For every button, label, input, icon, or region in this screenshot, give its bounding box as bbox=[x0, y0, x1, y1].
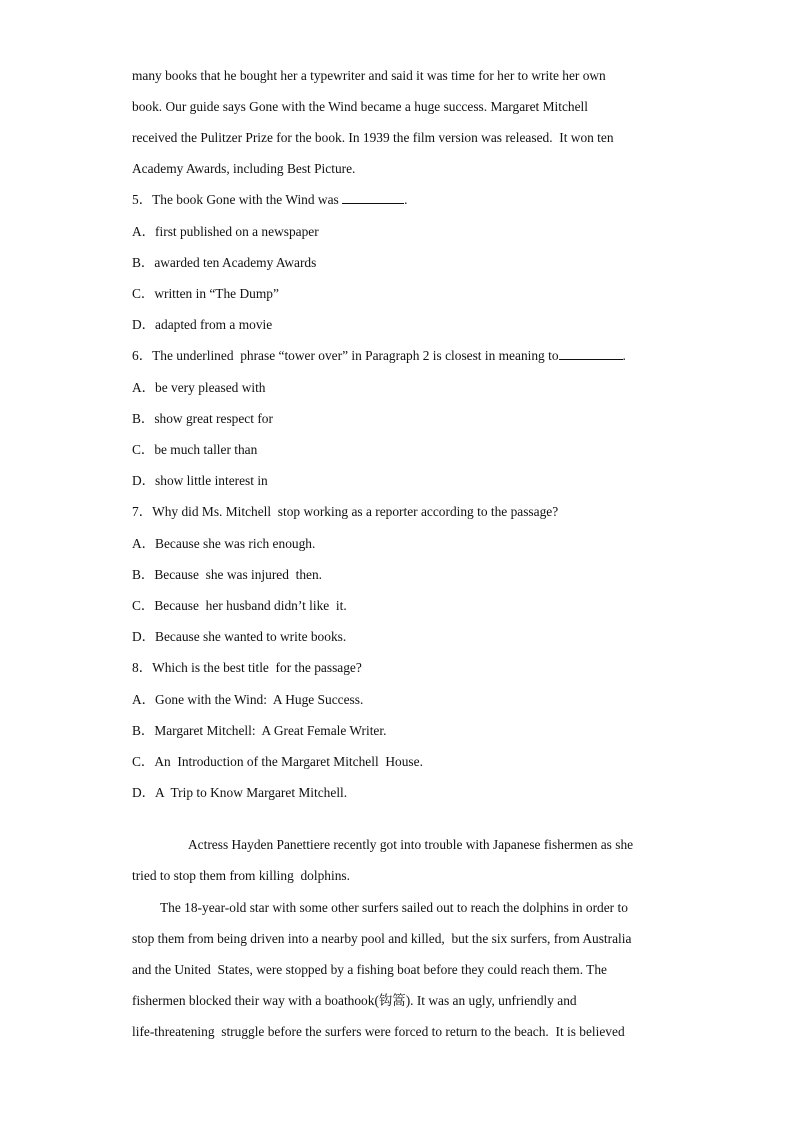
option-c: C．An Introduction of the Margaret Mitchell House. bbox=[132, 754, 423, 769]
option-b: B．Margaret Mitchell: A Great Female Writer. bbox=[132, 723, 387, 738]
passage-paragraph-2-line: life-threatening struggle before the surfers were forced to return to the beach. It is believed bbox=[132, 1024, 625, 1039]
passage-paragraph-2-line: stop them from being driven into a nearby pool and killed, but the six surfers, from Australia bbox=[132, 931, 632, 946]
answer-blank bbox=[342, 191, 404, 204]
option-d: D．A Trip to Know Margaret Mitchell. bbox=[132, 785, 348, 800]
passage-line: book. Our guide says Gone with the Wind became a huge success. Margaret Mitchell bbox=[132, 99, 588, 114]
question-6-stem bbox=[132, 347, 626, 365]
question-5-stem bbox=[132, 191, 407, 209]
option-a: A．first published on a newspaper bbox=[132, 224, 319, 239]
question-stem-end: . bbox=[622, 348, 626, 363]
question-stem-text: 5．The book Gone with the Wind was bbox=[132, 192, 343, 207]
option-a: A．Because she was rich enough. bbox=[132, 536, 316, 551]
option-c: C．be much taller than bbox=[132, 442, 258, 457]
option-b: B．show great respect for bbox=[132, 411, 273, 426]
passage-line: many books that he bought her a typewriter and said it was time for her to write her own bbox=[132, 68, 606, 83]
option-a: A．be very pleased with bbox=[132, 380, 266, 395]
option-d: D．show little interest in bbox=[132, 473, 268, 488]
option-c: C．Because her husband didn’t like it. bbox=[132, 598, 347, 613]
option-d: D．adapted from a movie bbox=[132, 317, 273, 332]
passage-paragraph-2-line: and the United States, were stopped by a fishing boat before they could reach them. The bbox=[132, 962, 607, 977]
option-a: A．Gone with the Wind: A Huge Success. bbox=[132, 692, 364, 707]
option-d: D．Because she wanted to write books. bbox=[132, 629, 347, 644]
passage-paragraph-1-line: Actress Hayden Panettiere recently got into trouble with Japanese fishermen as she bbox=[188, 837, 634, 852]
question-7-stem: 7．Why did Ms. Mitchell stop working as a reporter according to the passage? bbox=[132, 504, 559, 519]
option-c: C．written in “The Dump” bbox=[132, 286, 279, 301]
passage-paragraph-2-line: fishermen blocked their way with a boathook(钩篙). It was an ugly, unfriendly and bbox=[132, 993, 577, 1008]
question-stem-end: . bbox=[404, 192, 408, 207]
passage-paragraph-2-line: The 18-year-old star with some other surfers sailed out to reach the dolphins in order to bbox=[160, 900, 628, 915]
option-b: B．Because she was injured then. bbox=[132, 567, 323, 582]
question-stem-text: 6．The underlined phrase “tower over” in Paragraph 2 is closest in meaning to bbox=[132, 348, 559, 363]
passage-line: Academy Awards, including Best Picture. bbox=[132, 161, 356, 176]
passage-paragraph-1-line: tried to stop them from killing dolphins. bbox=[132, 868, 350, 883]
question-8-stem: 8．Which is the best title for the passage? bbox=[132, 660, 362, 675]
passage-line: received the Pulitzer Prize for the book. In 1939 the film version was released. It won ten bbox=[132, 130, 614, 145]
answer-blank bbox=[559, 347, 623, 360]
option-b: B．awarded ten Academy Awards bbox=[132, 255, 317, 270]
